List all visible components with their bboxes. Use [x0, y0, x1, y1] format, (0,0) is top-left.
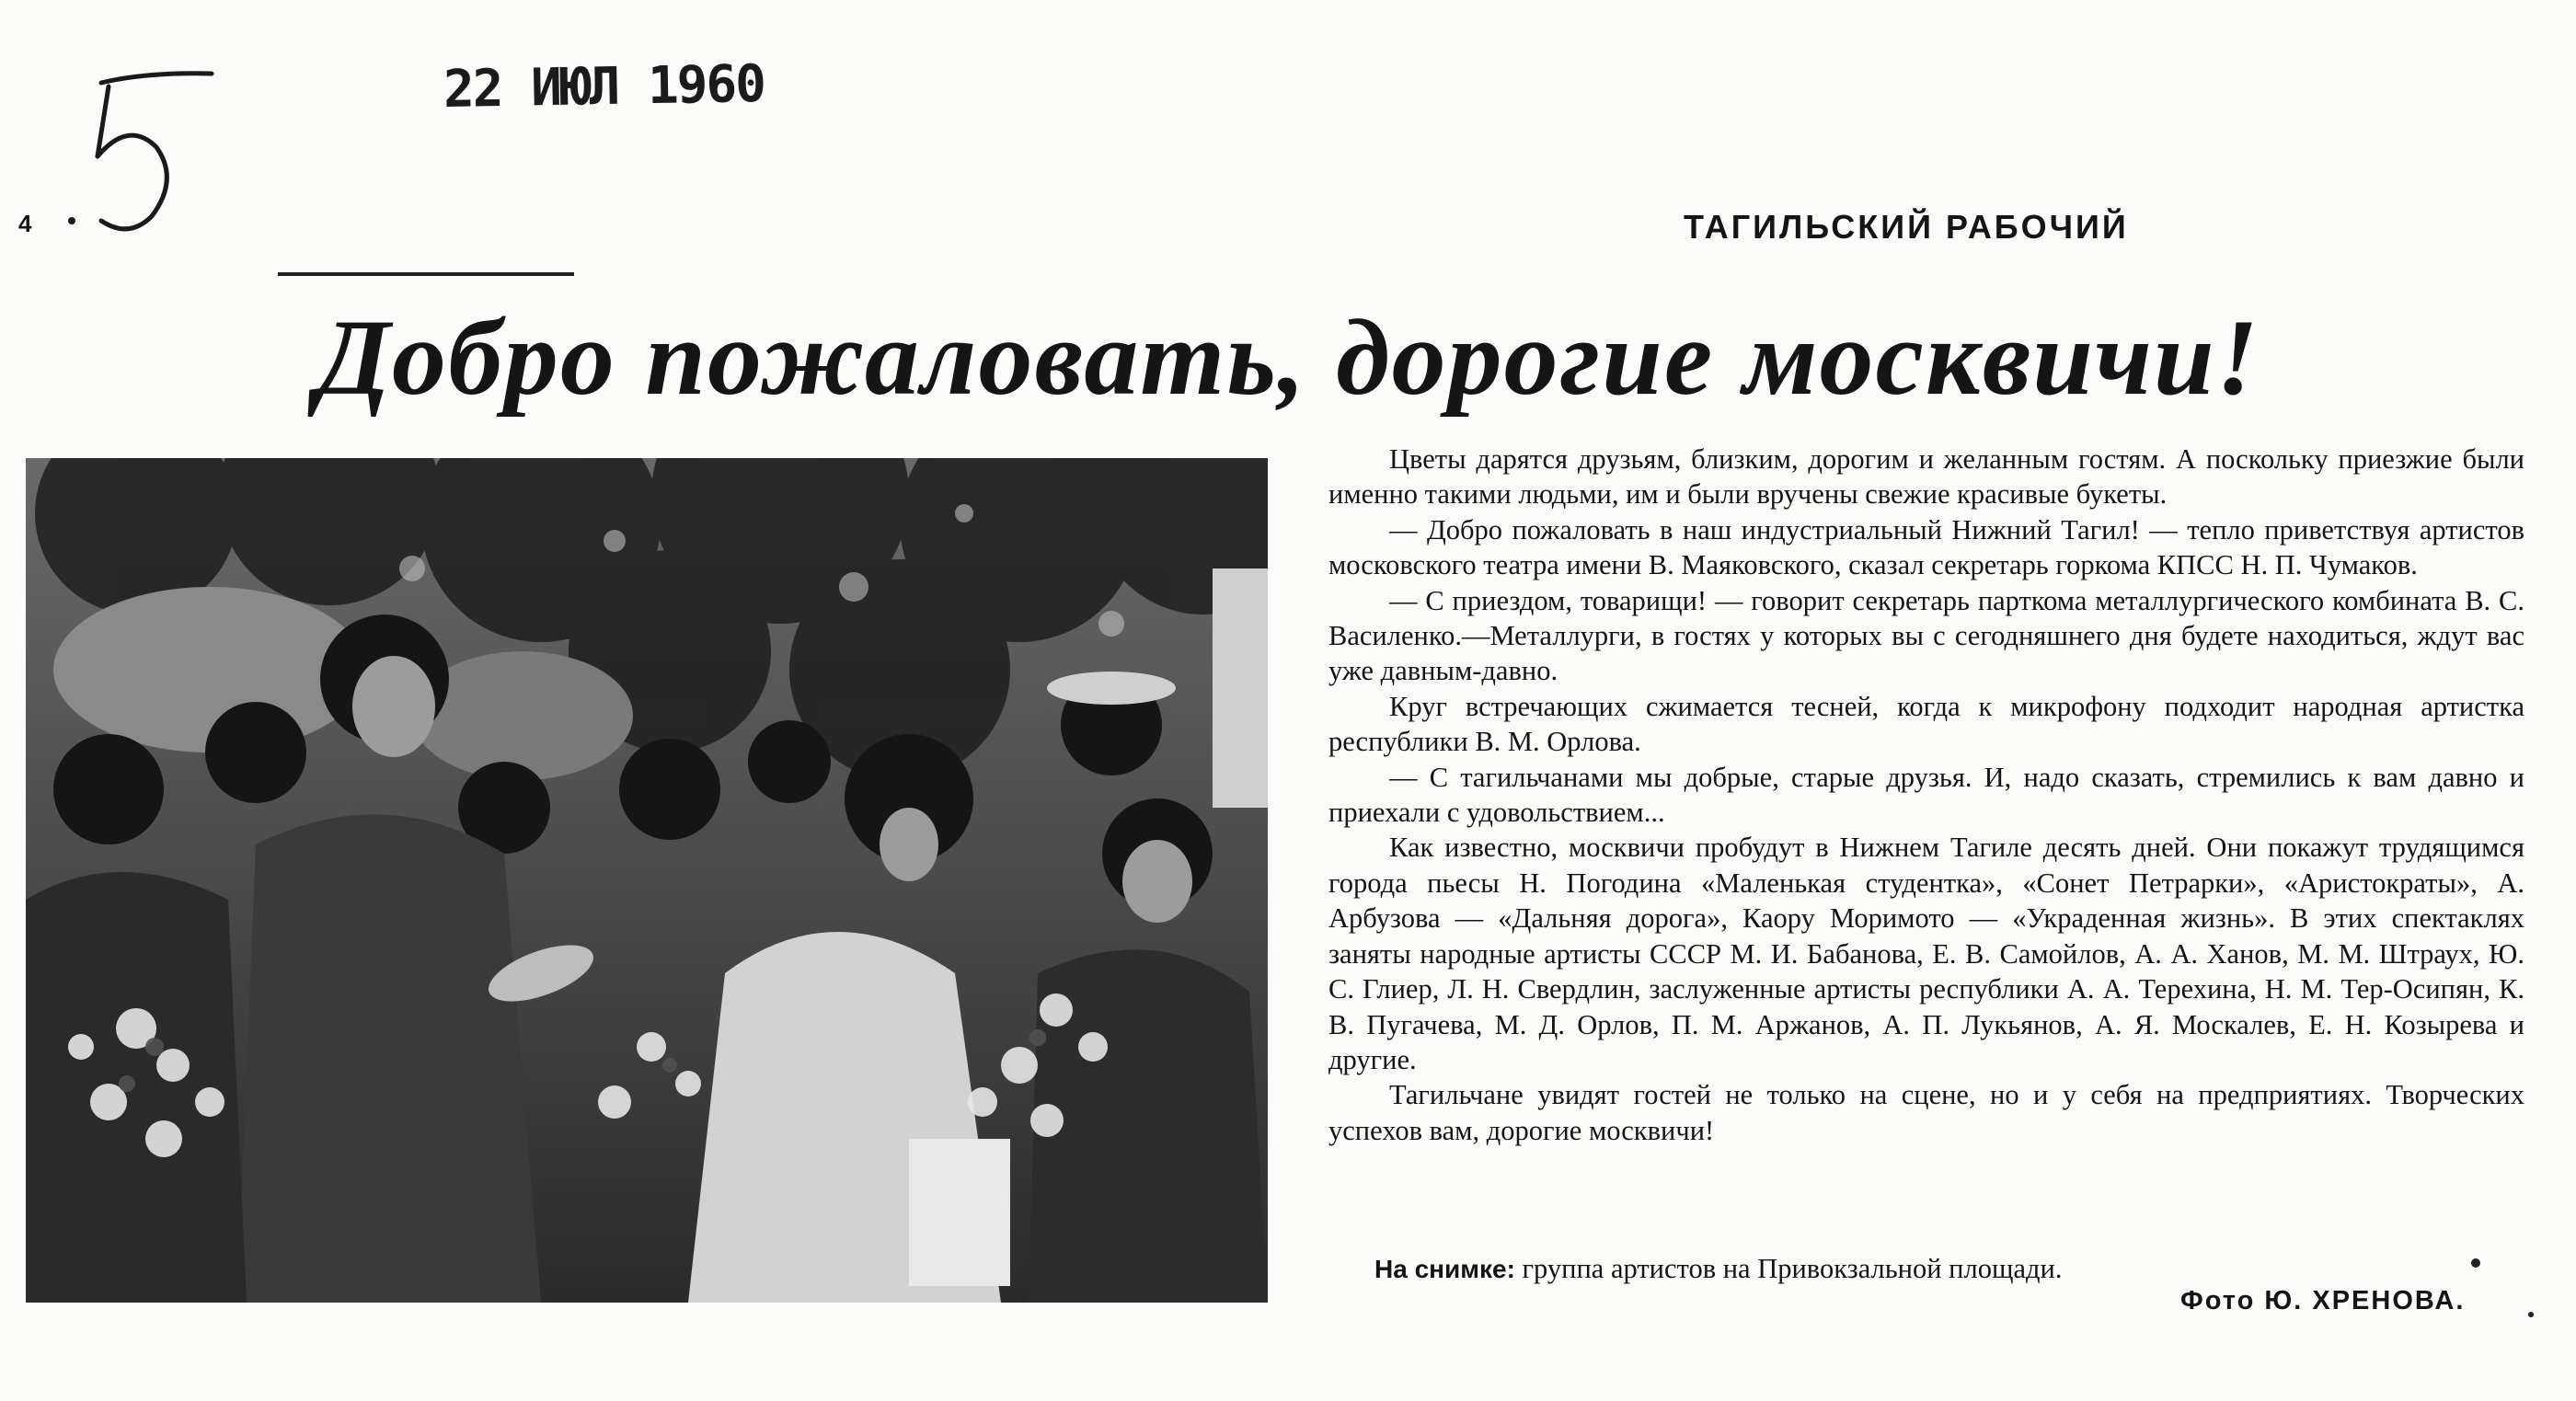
caption-text: группа артистов на Привокзальной площади.	[1522, 1253, 2063, 1284]
article-paragraph: — С приездом, товарищи! — говорит секретарь парткома металлургического комбината В. С. Василенко.—Металлурги, в гостях у которых вы с сегодняшнего дня будете находиться, ждут вас уже давным-давно.	[1328, 584, 2524, 687]
article-body	[1328, 442, 2524, 1148]
newspaper-name: ТАГИЛЬСКИЙ РАБОЧИЙ	[1684, 208, 2129, 246]
photo-credit: Фото Ю. ХРЕНОВА.	[2180, 1286, 2466, 1315]
caption-lead: На снимке:	[1374, 1255, 1515, 1283]
photo-actors-at-station-square	[26, 458, 1268, 1303]
handwritten-number	[64, 55, 239, 244]
article-paragraph: — С тагильчанами мы добрые, старые друзья. И, надо сказать, стремились к вам давно и приехали с удовольствием...	[1328, 761, 2524, 829]
article-paragraph: Круг встречающих сжимается тесней, когда к микрофону подходит народная артистка республики В. М. Орлова.	[1328, 690, 2524, 758]
article-paragraph: Цветы дарятся друзьям, близким, дорогим и желанным гостям. А поскольку приезжие были именно такими людьми, им и были вручены свежие красивые букеты.	[1328, 443, 2524, 511]
article-paragraph: — Добро пожаловать в наш индустриальный Нижний Тагил! — тепло приветствуя артистов московского театра имени В. Маяковского, сказал секретарь горкома КПСС Н. П. Чумаков.	[1328, 513, 2524, 581]
article-paragraph: Тагильчане увидят гостей не только на сцене, но и у себя на предприятиях. Творческих успехов вам, дорогие москвичи!	[1328, 1079, 2524, 1146]
ink-speck	[2528, 1312, 2534, 1317]
ink-speck	[2471, 1258, 2480, 1268]
article-paragraph: Как известно, москвичи пробудут в Нижнем Тагиле десять дней. Они покажут трудящимся города пьесы Н. Погодина «Маленькая студентка», «Сонет Петрарки», «Аристократы», А. Арбузова — «Дальняя дорога», Каору Моримото — «Украденная жизнь». В этих спектаклях заняты народные артисты СССР М. И. Бабанова, Е. В. Самойлов, А. А. Ханов, М. М. Штраух, Ю. С. Глиер, Л. Н. Свердлин, заслуженные артисты республики А. А. Терехина, Н. М. Тер-Осипян, К. В. Пугачева, М. Д. Орлов, П. М. Аржанов, А. П. Лукьянов, А. Я. Москалев, Е. Н. Козырева и другие.	[1328, 832, 2524, 1075]
handwritten-five-mark	[64, 55, 239, 239]
photo-caption	[1374, 1253, 2534, 1285]
headline: Добро пожаловать, дорогие москвичи!	[316, 297, 2260, 418]
divider-rule	[278, 272, 574, 276]
date-stamp: 22 ИЮЛ 1960	[443, 53, 765, 121]
page-number: 4	[18, 210, 32, 237]
